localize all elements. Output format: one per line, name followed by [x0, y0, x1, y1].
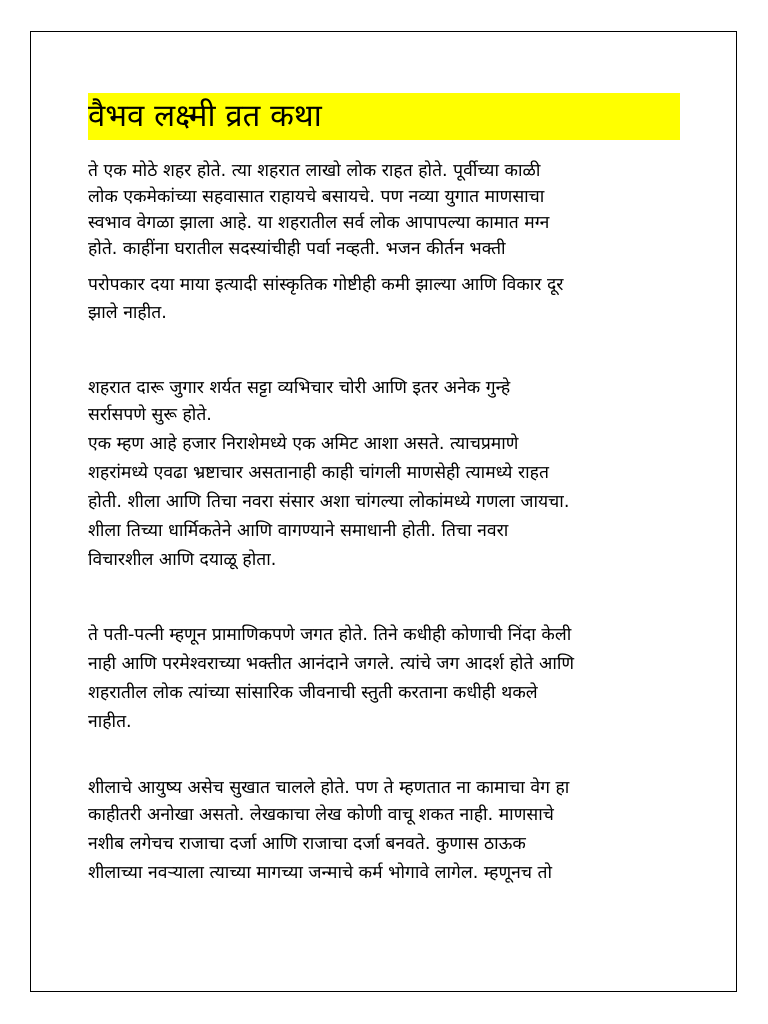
paragraph-4-line-2: काहीतरी अनोखा असतो. लेखकाचा लेख कोणी वाचू शकत नाही. माणसाचे — [88, 805, 554, 825]
paragraph-1-line-5: परोपकार दया माया इत्यादी सांस्कृतिक गोष्टीही कमी झाल्या आणि विकार दूर — [88, 275, 564, 295]
title-highlight — [88, 93, 680, 140]
paragraph-1-line-4: होते. काहींना घरातील सदस्यांचीही पर्वा नव्हती. भजन कीर्तन भक्ती — [88, 239, 506, 259]
paragraph-2-line-2: सर्रासपणे सुरू होते. — [88, 405, 212, 425]
paragraph-1-line-6: झाले नाहीत. — [88, 303, 167, 323]
paragraph-4-line-1: शीलाचे आयुष्य असेच सुखात चालले होते. पण ते म्हणतात ना कामाचा वेग हा — [88, 778, 570, 798]
paragraph-1-line-3: स्वभाव वेगळा झाला आहे. या शहरातील सर्व लोक आपापल्या कामात मग्न — [88, 213, 550, 233]
paragraph-2-line-6: शीला तिच्या धार्मिकतेने आणि वागण्याने समाधानी होती. तिचा नवरा — [88, 521, 509, 541]
paragraph-4-line-4: शीलाच्या नवऱ्याला त्याच्या मागच्या जन्माचे कर्म भोगावे लागेल. म्हणूनच तो — [88, 863, 553, 883]
paragraph-2-line-4: शहरांमध्ये एवढा भ्रष्टाचार असतानाही काही चांगली माणसेही त्यामध्ये राहत — [88, 463, 549, 483]
paragraph-2-line-3: एक म्हण आहे हजार निराशेमध्ये एक अमिट आशा असते. त्याचप्रमाणे — [88, 434, 519, 454]
paragraph-3-line-3: शहरातील लोक त्यांच्या सांसारिक जीवनाची स्तुती करताना कधीही थकले — [88, 683, 538, 703]
paragraph-2-line-7: विचारशील आणि दयाळू होता. — [88, 550, 277, 570]
document-title: वैभव लक्ष्मी व्रत कथा — [88, 98, 322, 134]
paragraph-1-line-1: ते एक मोठे शहर होते. त्या शहरात लाखो लोक राहत होते. पूर्वीच्या काळी — [88, 161, 541, 181]
paragraph-3-line-1: ते पती-पत्नी म्हणून प्रामाणिकपणे जगत होते. तिने कधीही कोणाची निंदा केली — [88, 625, 572, 645]
paragraph-3-line-4: नाहीत. — [88, 712, 132, 732]
paragraph-4-line-3: नशीब लगेचच राजाचा दर्जा आणि राजाचा दर्जा बनवते. कुणास ठाऊक — [88, 834, 526, 854]
paragraph-1-line-2: लोक एकमेकांच्या सहवासात राहायचे बसायचे. पण नव्या युगात माणसाचा — [88, 187, 545, 207]
paragraph-3-line-2: नाही आणि परमेश्वराच्या भक्तीत आनंदाने जगले. त्यांचे जग आदर्श होते आणि — [88, 654, 575, 674]
paragraph-2-line-1: शहरात दारू जुगार शर्यत सट्टा व्यभिचार चोरी आणि इतर अनेक गुन्हे — [88, 378, 511, 398]
paragraph-2-line-5: होती. शीला आणि तिचा नवरा संसार अशा चांगल्या लोकांमध्ये गणला जायचा. — [88, 492, 570, 512]
